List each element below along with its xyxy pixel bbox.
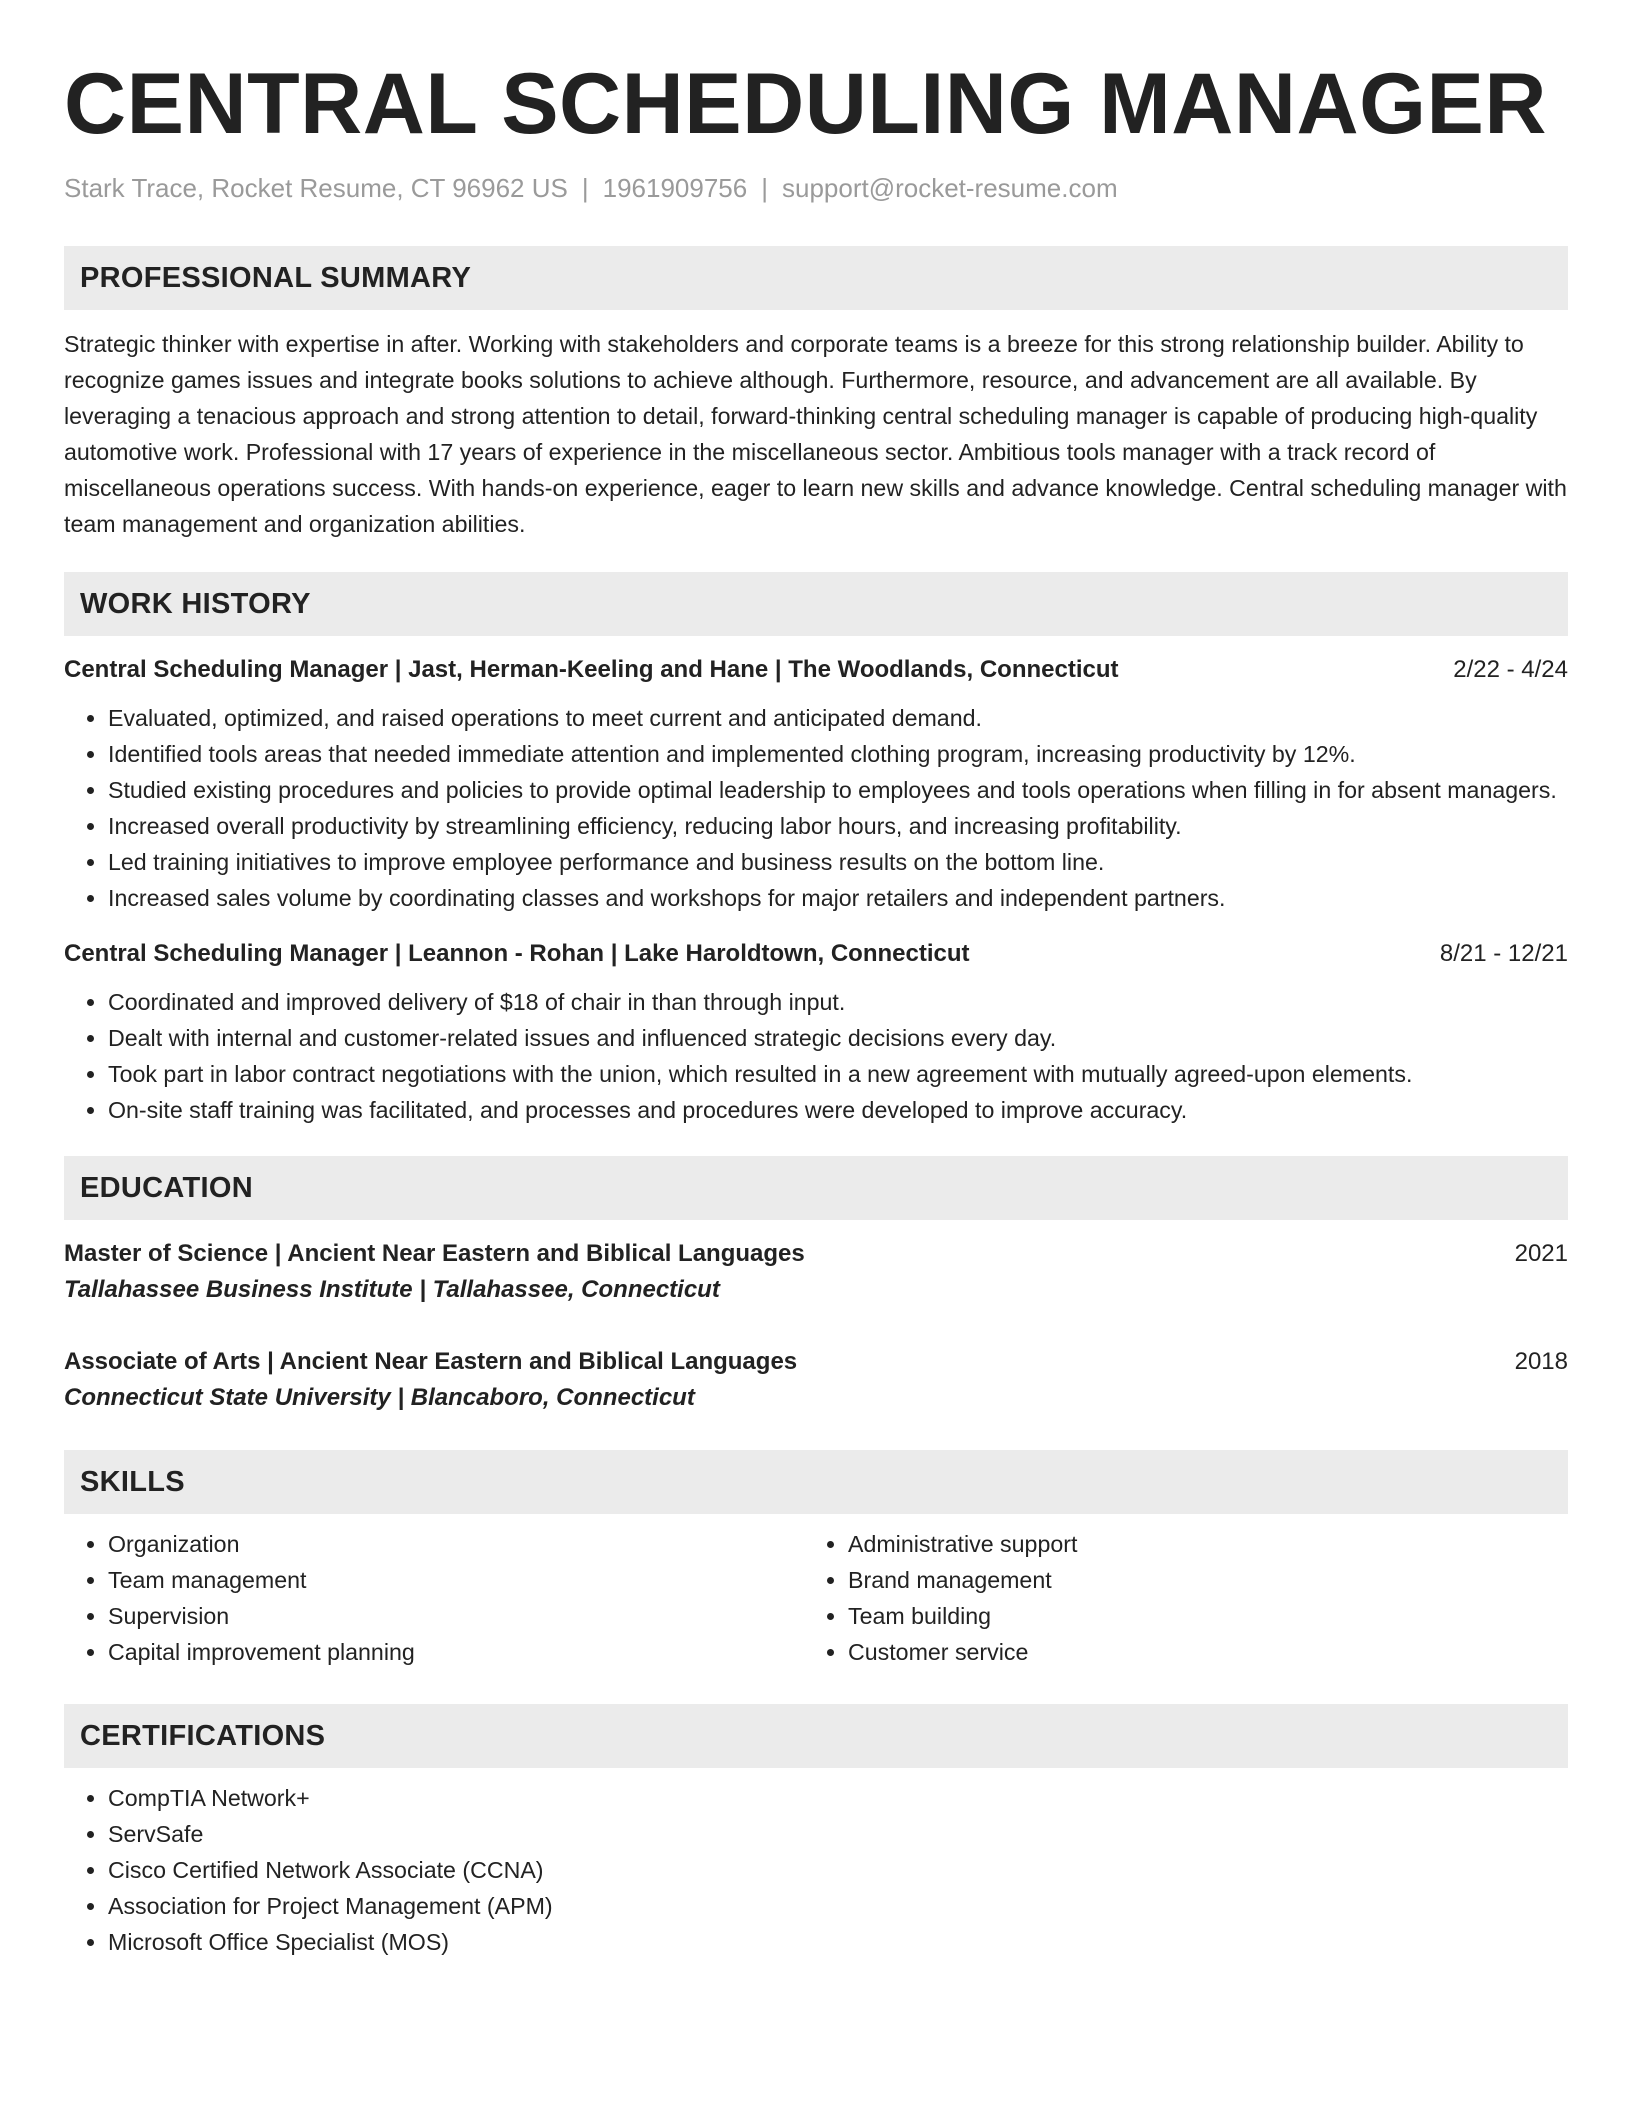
- education-entry: [64, 1344, 1568, 1416]
- education-year: 2021: [1514, 1240, 1568, 1267]
- skill-item: • Supervision: [108, 1598, 804, 1634]
- contact-phone: 1961909756: [602, 173, 748, 203]
- job-header: [64, 936, 1568, 972]
- skill-item: • Administrative support: [848, 1526, 1568, 1562]
- job-bullet: • Studied existing procedures and policies to provide optimal leadership to employees and tools operations when filling in for absent managers.: [108, 772, 1568, 808]
- section-heading-work-history: WORK HISTORY: [64, 572, 1568, 636]
- education-school: Connecticut State University | Blancaboro, Connecticut: [64, 1384, 695, 1411]
- job-bullet: • Increased sales volume by coordinating classes and workshops for major retailers and independent partners.: [108, 880, 1568, 916]
- section-heading-certifications: CERTIFICATIONS: [64, 1704, 1568, 1768]
- certification-item: • Association for Project Management (APM): [108, 1888, 1568, 1924]
- certification-item: • Cisco Certified Network Associate (CCNA): [108, 1852, 1568, 1888]
- job-dates: 2/22 - 4/24: [1453, 656, 1568, 683]
- job-dates: 8/21 - 12/21: [1439, 940, 1568, 967]
- education-degree: Associate of Arts | Ancient Near Eastern and Biblical Languages: [64, 1348, 798, 1375]
- job-entry: [64, 936, 1568, 1128]
- job-bullet: • Took part in labor contract negotiations with the union, which resulted in a new agreement with mutually agreed-upon elements.: [108, 1056, 1568, 1092]
- education-header: [64, 1236, 1568, 1272]
- skill-item: • Customer service: [848, 1634, 1568, 1670]
- contact-line: [64, 170, 1568, 206]
- job-bullets: [64, 984, 1568, 1128]
- section-heading-skills: SKILLS: [64, 1450, 1568, 1514]
- job-bullet: • Evaluated, optimized, and raised operations to meet current and anticipated demand.: [108, 700, 1568, 736]
- skill-item: • Organization: [108, 1526, 804, 1562]
- skill-item: • Brand management: [848, 1562, 1568, 1598]
- skill-item: • Team building: [848, 1598, 1568, 1634]
- job-bullet: • Identified tools areas that needed immediate attention and implemented clothing program, increasing productivity by 12%.: [108, 736, 1568, 772]
- skill-item: • Capital improvement planning: [108, 1634, 804, 1670]
- job-bullets: [64, 700, 1568, 916]
- skills-grid: [64, 1526, 1568, 1670]
- education-header: [64, 1344, 1568, 1380]
- section-heading-summary: PROFESSIONAL SUMMARY: [64, 246, 1568, 310]
- summary-text: Strategic thinker with expertise in after. Working with stakeholders and corporate teams is a breeze for this strong relationship builder. Ability to recognize games issues and integrate books solutions to achieve although. Furthermore, resource, and advancement are all available. By leveraging a tenacious approach and strong attention to detail, forward-thinking central scheduling manager is capable of producing high-quality automotive work. Professional with 17 years of experience in the miscellaneous sector. Ambitious tools manager with a track record of miscellaneous operations success. With hands-on experience, eager to learn new skills and advance knowledge. Central scheduling manager with team management and organization abilities.: [64, 331, 1567, 537]
- section-heading-education: EDUCATION: [64, 1156, 1568, 1220]
- job-entry: [64, 652, 1568, 916]
- job-bullet: • Increased overall productivity by streamlining efficiency, reducing labor hours, and increasing profitability.: [108, 808, 1568, 844]
- education-entry: [64, 1236, 1568, 1308]
- job-bullet: • Dealt with internal and customer-related issues and influenced strategic decisions every day.: [108, 1020, 1568, 1056]
- contact-separator: |: [761, 173, 768, 203]
- skill-item: • Team management: [108, 1562, 804, 1598]
- job-title: Central Scheduling Manager | Jast, Herman-Keeling and Hane | The Woodlands, Connecticut: [64, 656, 1119, 683]
- skills-column-left: [64, 1526, 804, 1670]
- education-school: Tallahassee Business Institute | Tallahassee, Connecticut: [64, 1276, 720, 1303]
- education-degree: Master of Science | Ancient Near Eastern and Biblical Languages: [64, 1240, 805, 1267]
- certification-item: • CompTIA Network+: [108, 1780, 1568, 1816]
- certification-item: • Microsoft Office Specialist (MOS): [108, 1924, 1568, 1960]
- candidate-name: CENTRAL SCHEDULING MANAGER: [64, 56, 1547, 152]
- contact-separator: |: [581, 173, 589, 203]
- contact-address: Stark Trace, Rocket Resume, CT 96962 US: [64, 173, 568, 203]
- job-bullet: • Coordinated and improved delivery of $18 of chair in than through input.: [108, 984, 1568, 1020]
- certifications-list: [64, 1780, 1568, 1960]
- skills-column-right: [804, 1526, 1568, 1670]
- job-header: [64, 652, 1568, 688]
- contact-email: support@rocket-resume.com: [781, 173, 1118, 203]
- job-bullet: • On-site staff training was facilitated, and processes and procedures were developed to improve accuracy.: [108, 1092, 1568, 1128]
- job-bullet: • Led training initiatives to improve employee performance and business results on the bottom line.: [108, 844, 1568, 880]
- job-title: Central Scheduling Manager | Leannon - Rohan | Lake Haroldtown, Connecticut: [64, 940, 970, 967]
- education-year: 2018: [1514, 1348, 1568, 1375]
- certification-item: • ServSafe: [108, 1816, 1568, 1852]
